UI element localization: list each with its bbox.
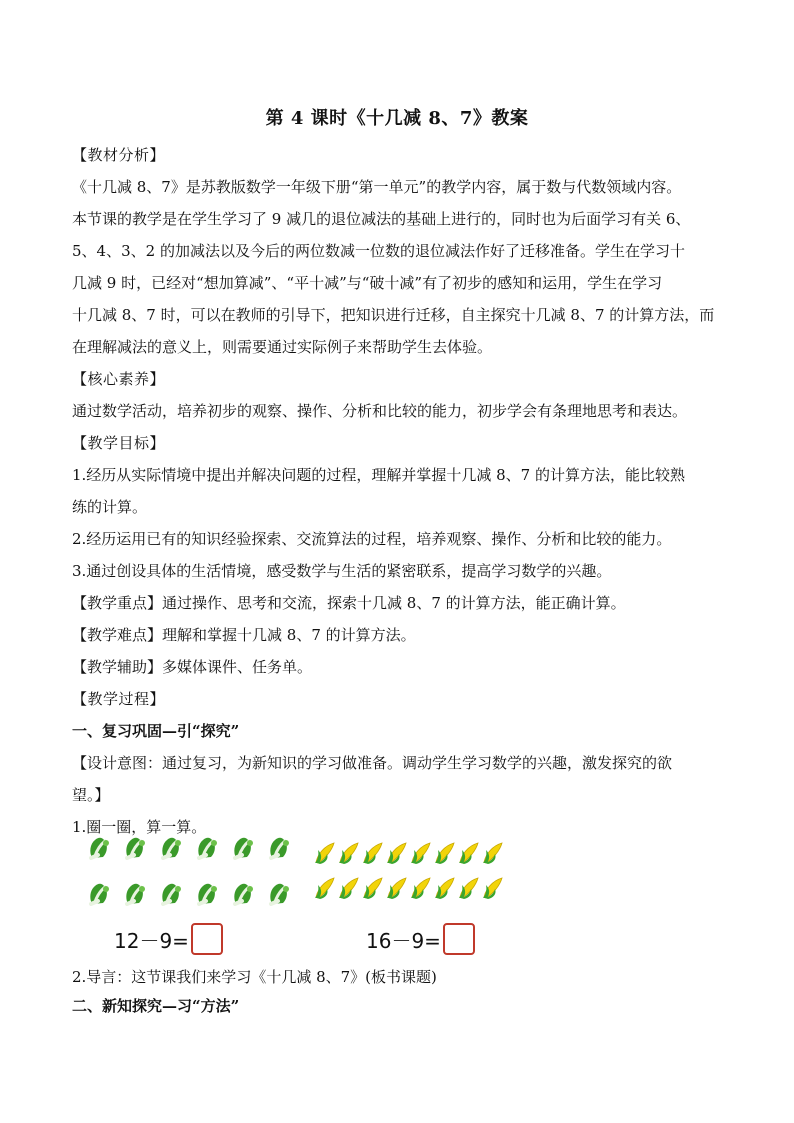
bok-choy-icon (266, 880, 292, 906)
part2-heading: 二、新知探究—习“方法” (72, 997, 240, 1015)
vegetable-row (86, 834, 302, 860)
equation-right-text: 16－9= (366, 928, 441, 953)
analysis-line: 十几减 8、7 时，可以在教师的引导下，把知识进行迁移，自主探究十几减 8、7 的计算方法，而 (72, 306, 715, 324)
answer-box-right[interactable] (443, 923, 475, 955)
literacy-line: 通过数学活动，培养初步的观察、操作、分析和比较的能力，初步学会有条理地思考和表达。 (72, 402, 688, 420)
corn-icon (362, 840, 384, 864)
corn-icon (458, 875, 480, 899)
analysis-line: 几减 9 时，已经对“想加算减”、“平十减”与“破十减”有了初步的感知和运用，学生在学习 (72, 274, 663, 292)
difficulty-line: 【教学难点】理解和掌握十几减 8、7 的计算方法。 (72, 626, 416, 644)
bok-choy-icon (158, 880, 184, 906)
corn-row (314, 875, 506, 899)
corn-icon (482, 875, 504, 899)
corn-icon (434, 875, 456, 899)
corn-icon (410, 875, 432, 899)
equation-left-text: 12－9= (114, 928, 189, 953)
corn-icon (434, 840, 456, 864)
analysis-line: 5、4、3、2 的加减法以及今后的两位数减一位数的退位减法作好了迁移准备。学生在学习十 (72, 242, 685, 260)
goal-line: 3.通过创设具体的生活情境，感受数学与生活的紧密联系，提高学习数学的兴趣。 (72, 562, 612, 580)
bok-choy-icon (86, 880, 112, 906)
bok-choy-icon (86, 834, 112, 860)
corn-icon (458, 840, 480, 864)
goal-line: 练的计算。 (72, 498, 148, 516)
design-intent-line: 【设计意图：通过复习，为新知识的学习做准备。调动学生学习数学的兴趣，激发探究的欲 (72, 754, 673, 772)
corn-icon (314, 875, 336, 899)
corn-icon (482, 840, 504, 864)
goal-line: 2.经历运用已有的知识经验探索、交流算法的过程，培养观察、操作、分析和比较的能力。 (72, 530, 672, 548)
analysis-line: 在理解减法的意义上，则需要通过实际例子来帮助学生去体验。 (72, 338, 493, 356)
corn-icon (410, 840, 432, 864)
corn-icon (362, 875, 384, 899)
exercise-2-line: 2.导言：这节课我们来学习《十几减 8、7》(板书课题) (72, 968, 437, 986)
process-heading: 【教学过程】 (72, 690, 166, 708)
aids-line: 【教学辅助】多媒体课件、任务单。 (72, 658, 313, 676)
bok-choy-icon (194, 880, 220, 906)
answer-box-left[interactable] (191, 923, 223, 955)
bok-choy-icon (122, 880, 148, 906)
equation-right (366, 923, 475, 955)
analysis-heading: 【教材分析】 (72, 146, 166, 164)
corn-icon (386, 840, 408, 864)
bok-choy-icon (158, 834, 184, 860)
analysis-line: 《十几减 8、7》是苏教版数学一年级下册“第一单元”的教学内容，属于数与代数领域内容。 (72, 178, 682, 196)
bok-choy-icon (230, 880, 256, 906)
bok-choy-icon (194, 834, 220, 860)
literacy-heading: 【核心素养】 (72, 370, 166, 388)
bok-choy-icon (122, 834, 148, 860)
key-points-line: 【教学重点】通过操作、思考和交流，探索十几减 8、7 的计算方法，能正确计算。 (72, 594, 626, 612)
part1-heading: 一、复习巩固—引“探究” (72, 722, 240, 740)
equation-left (114, 923, 223, 955)
corn-icon (386, 875, 408, 899)
corn-icon (314, 840, 336, 864)
exercise-1-label: 1.圈一圈，算一算。 (72, 818, 207, 836)
goal-line: 1.经历从实际情境中提出并解决问题的过程，理解并掌握十几减 8、7 的计算方法，能比较熟 (72, 466, 685, 484)
page-title: 第 4 课时《十几减 8、7》教案 (265, 108, 529, 129)
design-intent-line: 望。】 (72, 786, 110, 804)
bok-choy-icon (266, 834, 292, 860)
corn-row (314, 840, 506, 864)
bok-choy-icon (230, 834, 256, 860)
vegetable-row (86, 880, 302, 906)
goals-heading: 【教学目标】 (72, 434, 166, 452)
analysis-line: 本节课的教学是在学生学习了 9 减几的退位减法的基础上进行的，同时也为后面学习有关 6、 (72, 210, 691, 228)
corn-icon (338, 840, 360, 864)
corn-icon (338, 875, 360, 899)
